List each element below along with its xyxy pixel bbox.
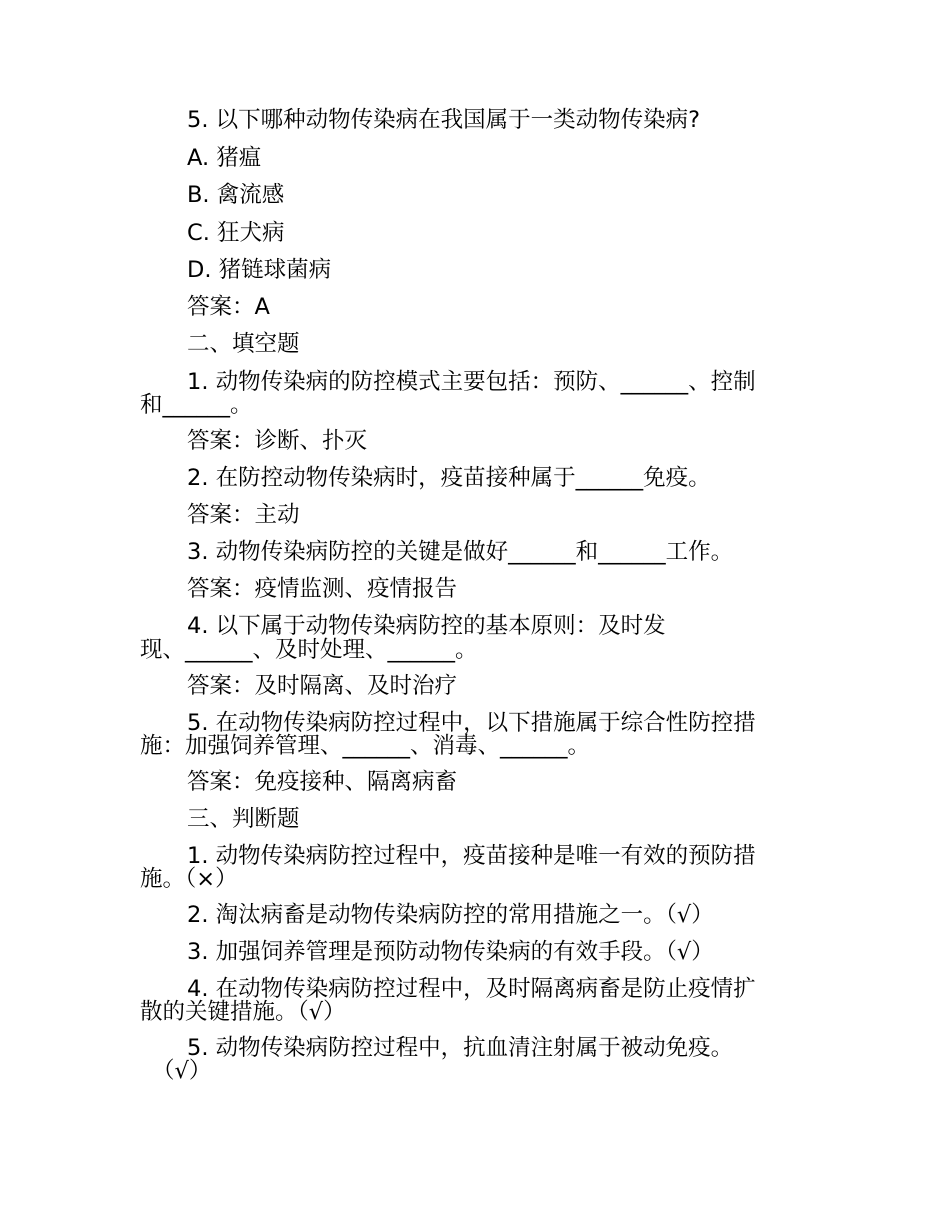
answer-text: 答案：免疫接种、隔离病畜 [187,769,458,795]
question-text: 5. 以下哪种动物传染病在我国属于一类动物传染病? [187,107,701,133]
statement-text: 1. 动物传染病防控过程中，疫苗接种是唯一有效的预防措 [187,843,756,869]
answer-text: 答案：及时隔离、及时治疗 [187,673,458,699]
statement-text: 3. 加强饲养管理是预防动物传染病的有效手段。（√） [187,939,714,965]
question-text: 5. 在动物传染病防控过程中，以下措施属于综合性防控措 [187,710,756,736]
question-text-continued: 施：加强饲养管理、______、消毒、______。 [140,733,591,759]
answer-text: 答案：疫情监测、疫情报告 [187,576,458,602]
statement-text: 2. 淘汰病畜是动物传染病防控的常用措施之一。（√） [187,902,714,928]
statement-text-continued: 散的关键措施。（√） [140,999,346,1025]
answer-text: 答案：A [187,294,270,320]
answer-text: 答案：主动 [187,502,300,528]
question-text: 4. 以下属于动物传染病防控的基本原则：及时发 [187,613,666,639]
statement-text: 4. 在动物传染病防控过程中，及时隔离病畜是防止疫情扩 [187,976,756,1002]
question-text: 3. 动物传染病防控的关键是做好______和______工作。 [187,539,734,565]
option-d: D. 猪链球菌病 [187,257,332,283]
option-b: B. 禽流感 [187,182,285,208]
statement-text: 5. 动物传染病防控过程中，抗血清注射属于被动免疫。 [187,1035,734,1061]
question-text: 2. 在防控动物传染病时，疫苗接种属于______免疫。 [187,465,711,491]
option-a: A. 猪瘟 [187,145,262,171]
option-c: C. 狂犬病 [187,220,285,246]
section-heading: 三、判断题 [187,806,300,832]
section-heading: 二、填空题 [187,331,300,357]
statement-text-continued: 施。（×） [140,866,238,892]
question-text: 1. 动物传染病的防控模式主要包括：预防、______、控制 [187,369,756,395]
question-text-continued: 现、______、及时处理、______。 [140,637,478,663]
statement-text-continued: （√） [152,1058,212,1084]
question-text-continued: 和______。 [140,392,253,418]
answer-text: 答案：诊断、扑灭 [187,428,368,454]
